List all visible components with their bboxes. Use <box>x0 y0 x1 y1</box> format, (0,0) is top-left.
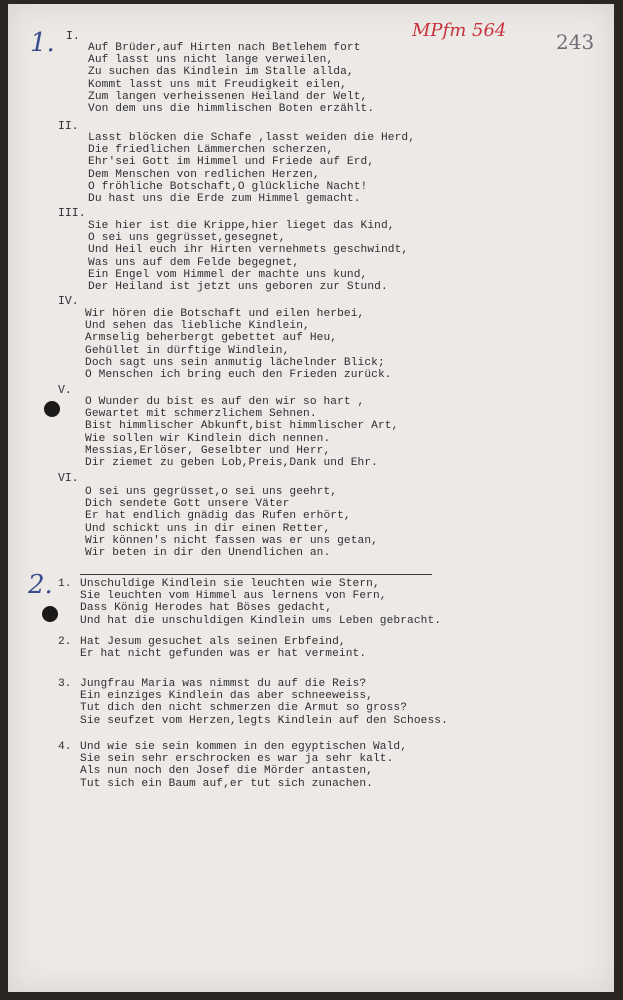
verse-line: Ein Engel vom Himmel der machte uns kund, <box>88 268 368 281</box>
verse-line: Die friedlichen Lämmerchen scherzen, <box>88 144 334 157</box>
stanza-text <box>80 578 441 627</box>
verse-line: Ehr'sei Gott im Himmel und Friede auf Erd, <box>88 156 375 169</box>
verse-line: Dir ziemet zu geben Lob,Preis,Dank und Ehr. <box>85 457 378 470</box>
stanza-line: Und wie sie sein kommen in den egyptischen Wald, <box>80 741 408 753</box>
verse-line: Und Heil euch ihr Hirten vernehmets geschwindt, <box>88 244 409 257</box>
stanza-line: Dass König Herodes hat Böses gedacht, <box>80 602 333 615</box>
verse-line: Messias,Erlöser, Geselbter und Herr, <box>85 444 331 457</box>
stanza-line: Sie leuchten vom Himmel aus lernens von Fern, <box>80 590 387 603</box>
verse-line: Auf lasst uns nicht lange verweilen, <box>88 54 334 67</box>
verse-numeral: VI. <box>58 472 79 485</box>
verse-line: Er hat endlich gnädig das Rufen erhört, <box>85 510 351 523</box>
stanza-line: Hat Jesum gesuchet als seinen Erbfeind, <box>80 636 346 648</box>
verse-line: Der Heiland ist jetzt uns geboren zur Stund. <box>88 281 388 294</box>
verse-line: Sie hier ist die Krippe,hier lieget das Kind, <box>88 220 395 232</box>
punch-hole <box>44 401 60 417</box>
verse-line: O sei uns gegrüsset,o sei uns geehrt, <box>85 486 338 498</box>
shelfmark-annotation: MPfm 564 <box>412 20 507 41</box>
verse-line: Zu suchen das Kindlein im Stalle allda, <box>88 66 354 79</box>
verse-line: Wir hören die Botschaft und eilen herbei, <box>85 308 365 320</box>
verse-numeral: II. <box>58 120 79 133</box>
verse-line: Du hast uns die Erde zum Himmel gemacht. <box>88 193 361 206</box>
stanza-line: Unschuldige Kindlein sie leuchten wie Stern, <box>80 578 380 590</box>
stanza-line: Tut sich ein Baum auf,er tut sich zunachen. <box>80 777 373 790</box>
stanza-text <box>80 678 448 727</box>
stanza-line: Als nun noch den Josef die Mörder antasten, <box>80 765 373 778</box>
verse-numeral: V. <box>58 384 72 397</box>
stanza-line: Jungfrau Maria was nimmst du auf die Reis? <box>80 678 367 690</box>
verse-line: Wir können's nicht fassen was er uns getan, <box>85 534 378 547</box>
section-divider <box>80 574 432 575</box>
verse-line: Lasst blöcken die Schafe ,lasst weiden die Herd, <box>88 132 416 144</box>
verse-line: Kommt lasst uns mit Freudigkeit eilen, <box>88 78 347 91</box>
stanza-text <box>80 636 366 660</box>
verse-text <box>88 220 408 293</box>
verse-line: Dem Menschen von redlichen Herzen, <box>88 168 320 181</box>
verse-line: Wie sollen wir Kindlein dich nennen. <box>85 432 331 445</box>
stanza-text <box>80 741 407 790</box>
stanza-line: Und hat die unschuldigen Kindlein ums Leben gebracht. <box>80 614 442 627</box>
verse-line: Und schickt uns in dir einen Retter, <box>85 522 331 535</box>
verse-numeral: III. <box>58 207 86 220</box>
document-page <box>8 4 614 992</box>
verse-line: O Wunder du bist es auf den wir so hart , <box>85 396 365 408</box>
verse-line: Auf Brüder,auf Hirten nach Betlehem fort <box>88 42 361 54</box>
verse-numeral: I. <box>66 30 80 43</box>
stanza-number: 1. <box>58 578 72 590</box>
verse-line: Doch sagt uns sein anmutig lächelnder Blick; <box>85 356 385 369</box>
section-marker-one: 1. <box>30 28 55 58</box>
verse-line: O fröhliche Botschaft,O glückliche Nacht! <box>88 180 368 193</box>
punch-hole <box>42 606 58 622</box>
verse-line: Wir beten in dir den Unendlichen an. <box>85 547 331 560</box>
verse-text <box>88 42 374 115</box>
verse-line: Gehüllet in dürftige Windlein, <box>85 344 290 357</box>
verse-line: Gewartet mit schmerzlichem Sehnen. <box>85 408 317 421</box>
verse-numeral: IV. <box>58 295 79 308</box>
stanza-number: 3. <box>58 678 72 690</box>
stanza-line: Sie seufzet vom Herzen,legts Kindlein auf den Schoess. <box>80 714 448 727</box>
stanza-line: Er hat nicht gefunden was er hat vermeint. <box>80 648 367 661</box>
verse-line: Und sehen das liebliche Kindlein, <box>85 320 310 333</box>
verse-text <box>85 396 398 469</box>
verse-line: Dich sendete Gott unsere Väter <box>85 498 290 511</box>
folio-number: 243 <box>556 30 595 54</box>
verse-text <box>88 132 415 205</box>
verse-line: Zum langen verheissenen Heiland der Welt, <box>88 90 368 103</box>
verse-text <box>85 486 378 559</box>
verse-line: Bist himmlischer Abkunft,bist himmlischer Art, <box>85 420 399 433</box>
stanza-line: Sie sein sehr erschrocken es war ja sehr kalt. <box>80 753 394 766</box>
stanza-number: 2. <box>58 636 72 648</box>
stanza-line: Ein einziges Kindlein das aber schneeweiss, <box>80 690 373 703</box>
section-marker-two: 2. <box>28 570 53 600</box>
stanza-line: Tut dich den nicht schmerzen die Armut so gross? <box>80 702 408 715</box>
verse-line: Von dem uns die himmlischen Boten erzählt. <box>88 103 375 116</box>
stanza-number: 4. <box>58 741 72 753</box>
verse-line: Armselig beherbergt gebettet auf Heu, <box>85 332 338 345</box>
verse-line: O sei uns gegrüsset,gesegnet, <box>88 232 286 245</box>
verse-line: O Menschen ich bring euch den Frieden zurück. <box>85 369 392 382</box>
verse-text <box>85 308 392 381</box>
verse-line: Was uns auf dem Felde begegnet, <box>88 256 300 269</box>
